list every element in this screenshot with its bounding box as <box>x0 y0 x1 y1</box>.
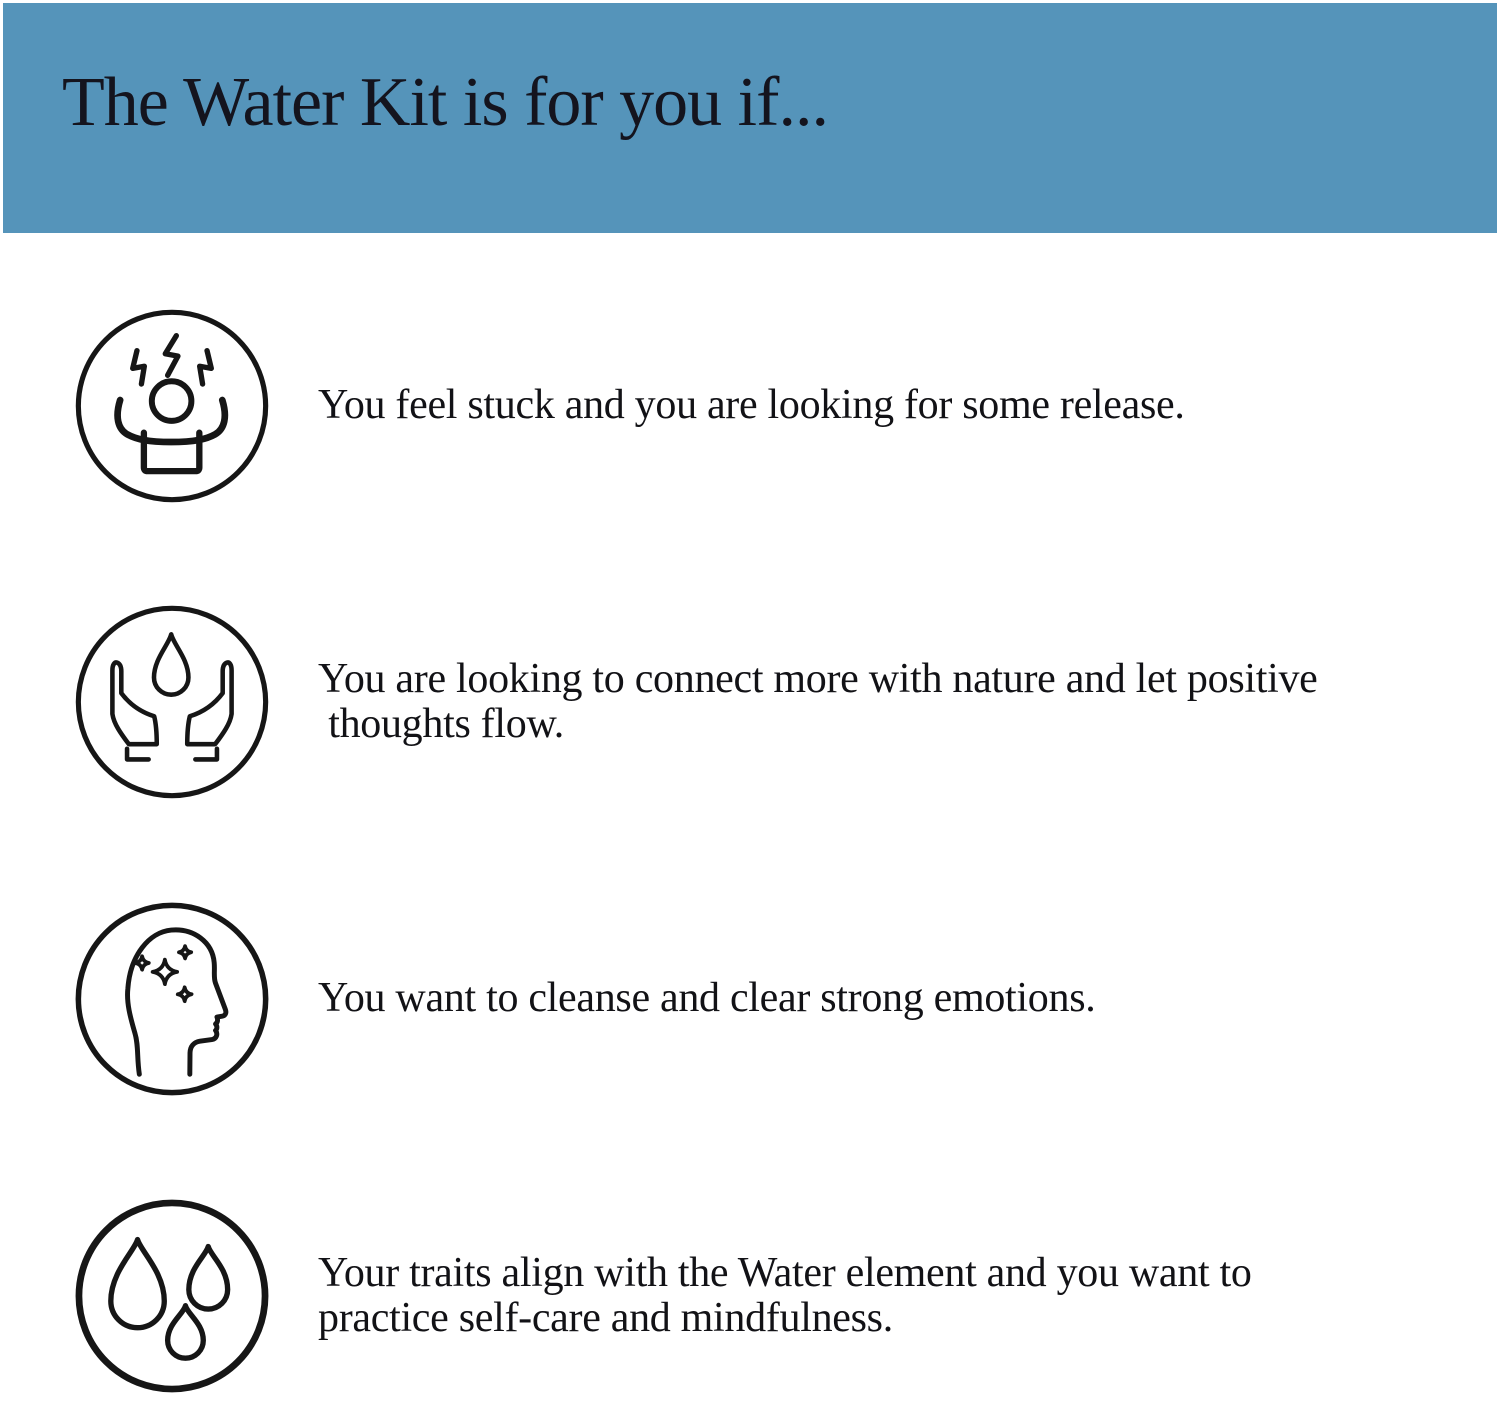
benefit-row <box>73 900 1095 1098</box>
benefit-line: thoughts flow. <box>318 701 564 747</box>
benefit-line: You want to cleanse and clear strong emotions. <box>318 975 1096 1022</box>
banner <box>3 3 1497 233</box>
page-title: The Water Kit is for you if... <box>62 64 828 141</box>
stressed-person-release-icon <box>73 307 271 505</box>
benefit-text <box>318 1251 1252 1342</box>
benefit-text <box>318 657 1318 748</box>
three-water-drops-icon <box>73 1197 271 1395</box>
benefit-line: You are looking to connect more with nature and let positive <box>318 655 1318 702</box>
benefit-line: You feel stuck and you are looking for some release. <box>318 382 1185 429</box>
hands-holding-water-drop-icon <box>73 603 271 801</box>
benefit-text <box>318 383 1185 428</box>
benefit-line: Your traits align with the Water element and you want to <box>318 1249 1252 1296</box>
benefit-row <box>73 1197 1252 1395</box>
benefit-row <box>73 603 1318 801</box>
head-with-sparkles-icon <box>73 900 271 1098</box>
benefit-text <box>318 976 1095 1021</box>
benefit-line: practice self-care and mindfulness. <box>318 1295 893 1341</box>
benefit-row <box>73 307 1185 505</box>
